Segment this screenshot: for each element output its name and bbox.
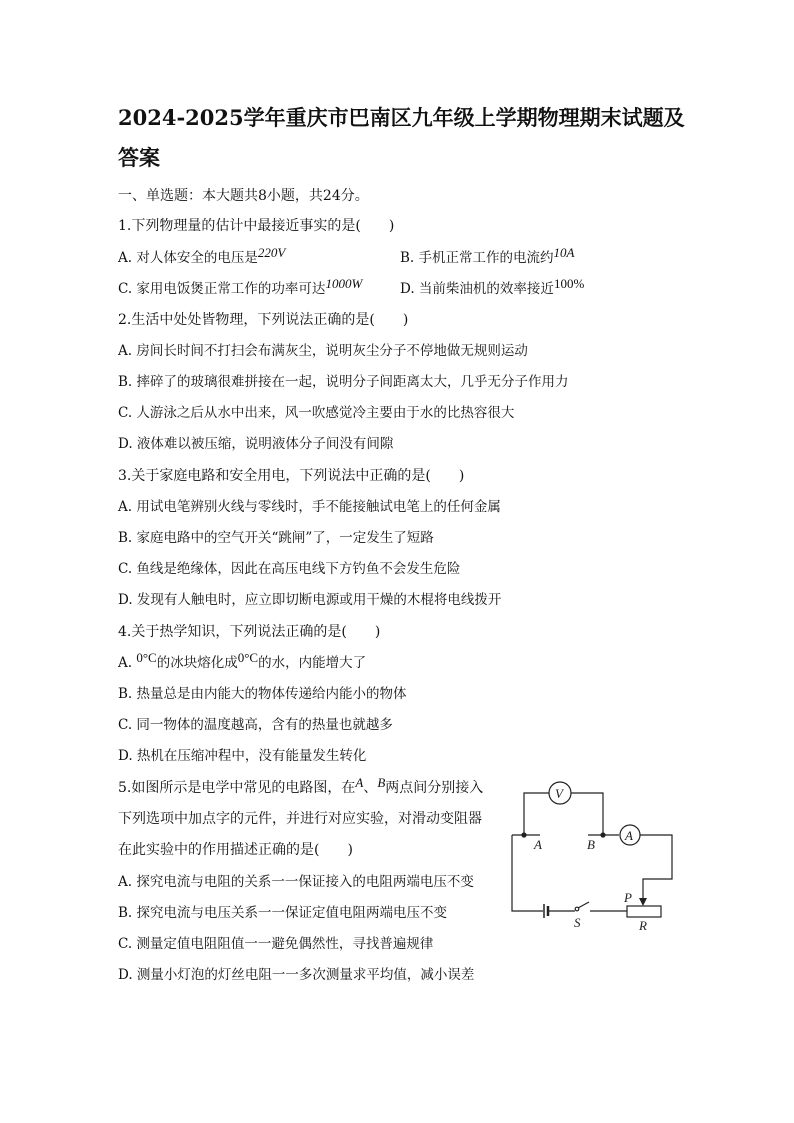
- q3-option-d: D. 发现有人触电时，应立即切断电源或用干燥的木棍将电线拨开: [118, 592, 502, 608]
- q2-option-c: C. 人游泳之后从水中出来，风一吹感觉冷主要由于水的比热容很大: [118, 405, 515, 421]
- switch-icon: [575, 902, 589, 911]
- ammeter-icon: [620, 825, 640, 845]
- q5-point-b: B: [377, 775, 386, 790]
- q1-option-a: [118, 245, 286, 267]
- q5-option-c: C. 测量定值电阻阻值一一避免偶然性，寻找普遍规律: [118, 936, 434, 952]
- q3-option-a: A. 用试电笔辨别火线与零线时，手不能接触试电笔上的任何金属: [118, 499, 501, 515]
- q5-stem-line1: [118, 775, 484, 797]
- q5-stem-tail: 两点间分别接入: [385, 780, 484, 796]
- q5-stem-line2: 下列选项中加点字的元件，并进行对应实验，对滑动变阻器: [118, 811, 482, 827]
- battery-icon: [544, 904, 548, 918]
- q1-stem: 1.下列物理量的估计中最接近事实的是( ): [118, 218, 395, 234]
- q5-option-b: B. 探究电流与电压关系一一保证定值电阻两端电压不变: [118, 905, 448, 921]
- q4-option-a: [118, 650, 367, 672]
- doc-title-line2: 答案: [118, 145, 160, 170]
- section-heading: 一、单选题：本大题共8小题，共24分。: [118, 188, 369, 204]
- q2-option-d: D. 液体难以被压缩，说明液体分子间没有间隙: [118, 436, 394, 452]
- node-a-dot: [522, 833, 526, 837]
- q2-stem: 2.生活中处处皆物理，下列说法正确的是( ): [118, 312, 409, 328]
- rheostat-icon: [627, 906, 661, 917]
- q1-option-d: [400, 276, 585, 298]
- slider-arrow-icon: [639, 898, 647, 906]
- q2-option-b: B. 摔碎了的玻璃很难拼接在一起，说明分子间距离太大，几乎无分子作用力: [118, 374, 569, 390]
- q4-a-value2: 0°C: [237, 650, 259, 665]
- q4-a-prefix: A.: [118, 655, 137, 671]
- circuit-diagram: [500, 770, 690, 940]
- voltmeter-label: V: [555, 786, 563, 801]
- wires: [512, 793, 672, 911]
- q3-option-c: C. 鱼线是绝缘体，因此在高压电线下方钓鱼不会发生危险: [118, 561, 461, 577]
- q1-c-value: 1000W: [325, 276, 363, 291]
- q1-a-text: A. 对人体安全的电压是: [118, 250, 258, 266]
- q3-stem: 3.关于家庭电路和安全用电，下列说法中正确的是( ): [118, 468, 465, 484]
- q4-a-suffix: 的水，内能增大了: [258, 655, 367, 671]
- label-b: B: [587, 837, 595, 852]
- q1-option-b: [400, 245, 575, 267]
- q4-a-mid: 的冰块熔化成: [156, 655, 238, 671]
- label-a: A: [534, 837, 542, 852]
- q5-stem-line3: 在此实验中的作用描述正确的是( ): [118, 842, 353, 858]
- label-p: P: [624, 890, 632, 905]
- q1-b-text: B. 手机正常工作的电流约: [400, 250, 554, 266]
- q1-b-value: 10A: [553, 245, 575, 260]
- q5-stem-text: 5.如图所示是电学中常见的电路图，在: [118, 780, 356, 796]
- q5-sep: 、: [363, 780, 378, 796]
- node-b-dot: [601, 833, 605, 837]
- label-r: R: [639, 918, 647, 933]
- q1-a-value: 220V: [257, 245, 286, 260]
- q1-option-c: [118, 276, 363, 298]
- q5-point-a: A: [355, 775, 364, 790]
- q4-option-c: C. 同一物体的温度越高，含有的热量也就越多: [118, 717, 393, 733]
- q1-d-text: D. 当前柴油机的效率接近: [400, 281, 554, 297]
- voltmeter-icon: [549, 782, 571, 804]
- label-s: S: [574, 915, 581, 930]
- q5-option-a: A. 探究电流与电阻的关系一一保证接入的电阻两端电压不变: [118, 874, 474, 890]
- q4-option-b: B. 热量总是由内能大的物体传递给内能小的物体: [118, 686, 407, 702]
- q3-option-b: B. 家庭电路中的空气开关“跳闸”了，一定发生了短路: [118, 530, 434, 546]
- ammeter-label: A: [625, 828, 633, 843]
- q4-a-value1: 0°C: [136, 650, 157, 665]
- q4-stem: 4.关于热学知识，下列说法正确的是( ): [118, 624, 381, 640]
- doc-title-line1: 2024-2025学年重庆市巴南区九年级上学期物理期末试题及: [118, 105, 685, 130]
- q4-option-d: D. 热机在压缩冲程中，没有能量发生转化: [118, 748, 367, 764]
- q2-option-a: A. 房间长时间不打扫会布满灰尘，说明灰尘分子不停地做无规则运动: [118, 343, 528, 359]
- q1-d-value: 100%: [553, 276, 585, 291]
- q5-option-d: D. 测量小灯泡的灯丝电阻一一多次测量求平均值，减小误差: [118, 967, 475, 983]
- q1-c-text: C. 家用电饭煲正常工作的功率可达: [118, 281, 326, 297]
